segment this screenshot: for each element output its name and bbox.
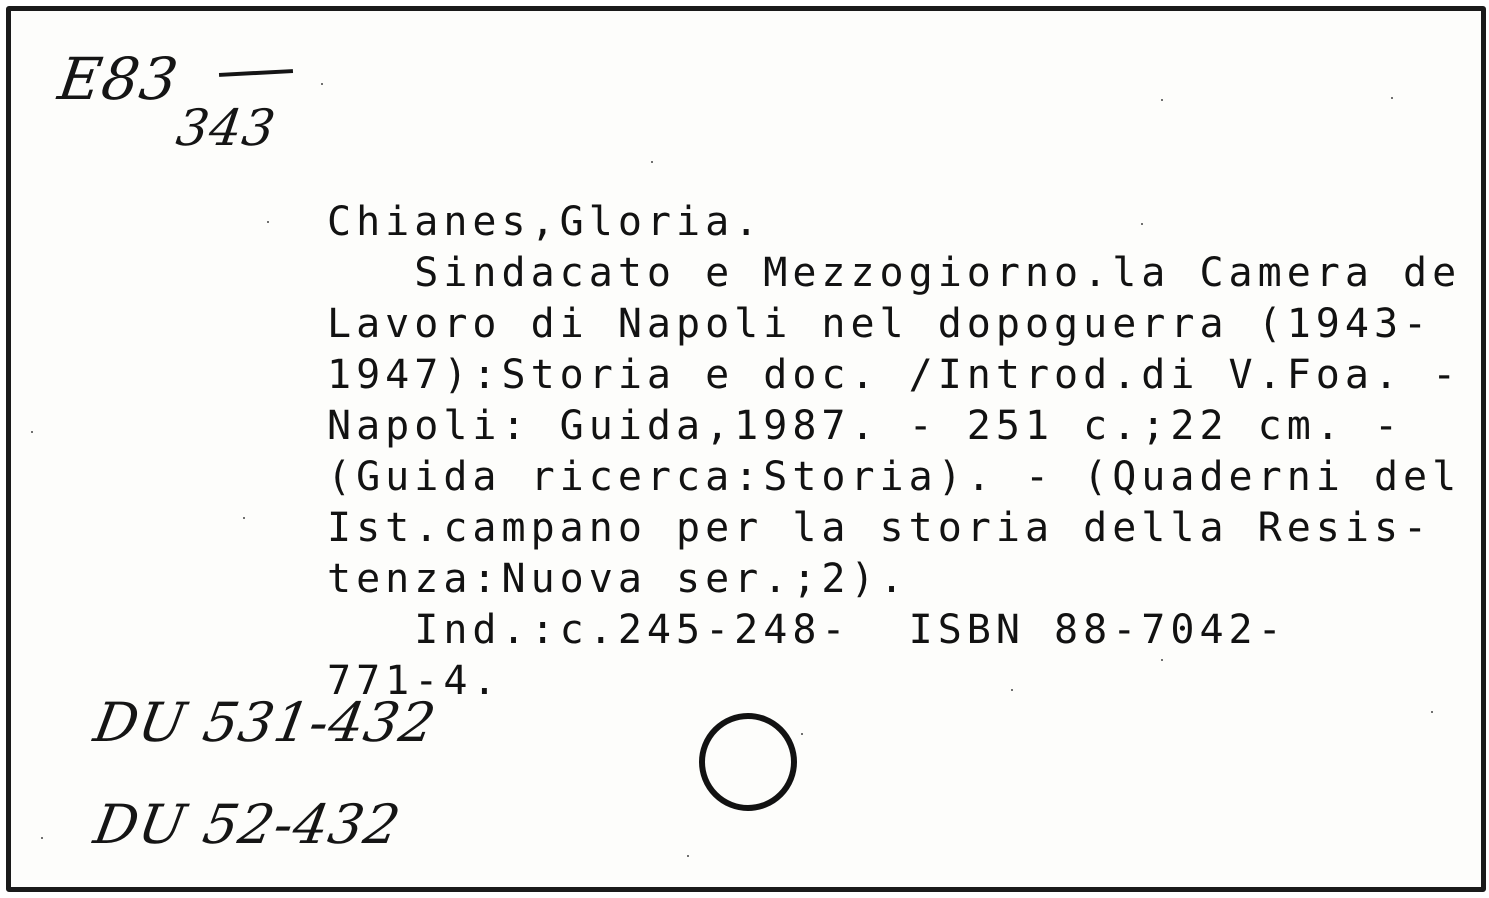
entry-line: 771-4. xyxy=(327,658,502,704)
catalog-card xyxy=(6,6,1486,892)
paper-speck xyxy=(1141,223,1143,225)
entry-line: 1947):Storia e doc. /Introd.di V.Foa. - xyxy=(327,352,1462,398)
paper-speck xyxy=(1391,97,1393,99)
paper-speck xyxy=(1161,659,1163,661)
call-number-sub: 343 xyxy=(172,99,280,157)
entry-line: tenza:Nuova ser.;2). xyxy=(327,556,909,602)
entry-line: Napoli: Guida,1987. - 251 c.;22 cm. - xyxy=(327,403,1404,449)
paper-speck xyxy=(801,733,803,735)
paper-speck xyxy=(41,837,43,839)
entry-line: Ist.campano per la storia della Resis- xyxy=(327,505,1433,551)
bibliographic-entry xyxy=(327,197,1477,707)
call-number-rule xyxy=(219,69,293,77)
inventory-number-1: DU 531-432 xyxy=(89,691,441,754)
paper-speck xyxy=(1161,99,1163,101)
paper-speck xyxy=(243,517,245,519)
paper-speck xyxy=(687,855,689,857)
paper-speck xyxy=(1431,711,1433,713)
entry-line: (Guida ricerca:Storia). - (Quaderni del xyxy=(327,454,1462,500)
punch-hole xyxy=(699,713,797,811)
paper-speck xyxy=(651,161,653,163)
entry-line: Ind.:c.245-248- ISBN 88-7042- xyxy=(327,607,1287,653)
entry-line: Sindacato e Mezzogiorno.la Camera de xyxy=(327,250,1462,296)
entry-line: Lavoro di Napoli nel dopoguerra (1943- xyxy=(327,301,1433,347)
call-number: E83 xyxy=(54,45,183,113)
paper-speck xyxy=(321,83,323,85)
entry-line: Chianes,Gloria. xyxy=(327,199,764,245)
paper-speck xyxy=(31,431,33,433)
paper-speck xyxy=(1011,689,1013,691)
paper-speck xyxy=(267,221,269,223)
inventory-number-2: DU 52-432 xyxy=(89,793,406,856)
